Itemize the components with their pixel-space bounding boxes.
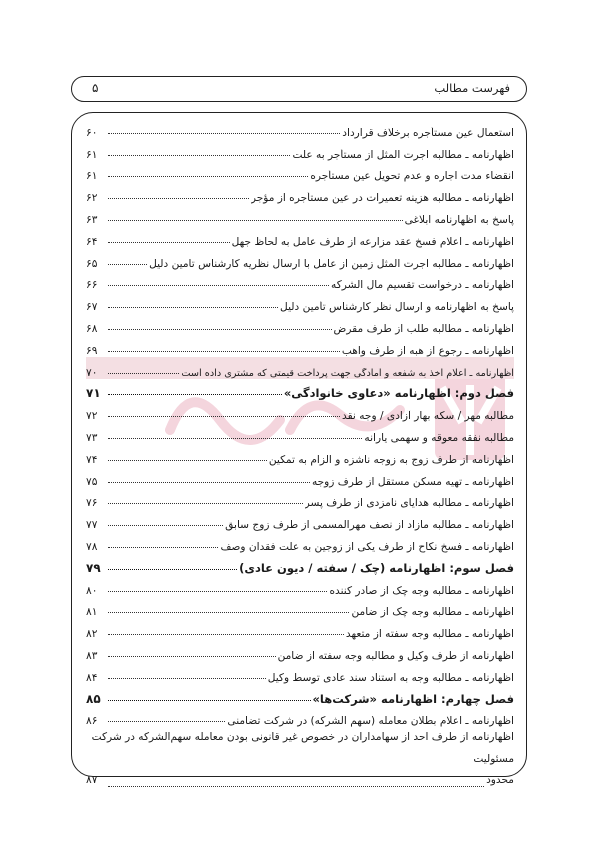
toc-entry-title: اظهارنامه ـ اعلام اخذ به شفعه و آمادگی جهت پرداخت قیمتی که مشتری داده است (181, 367, 514, 379)
toc-entry (86, 291, 514, 313)
leader-dots (108, 133, 340, 134)
toc-entry-title: اظهارنامه ـ مطالبه اجرت المثل زمین از عامل با ارسال نظریه کارشناس تامین دلیل (149, 257, 514, 270)
toc-entry (86, 466, 514, 488)
toc-entry-title: اظهارنامه ـ فسخ نکاح از طرف یکی از زوجین به علت فقدان وصف (220, 540, 514, 553)
toc-entry-page: ۸۶ (86, 715, 98, 728)
toc-entry-title: اظهارنامه ـ مطالبه اجرت المثل از مستأجر به علت (292, 148, 514, 161)
toc-entry-title-continued: محدود (486, 774, 514, 787)
toc-chapter-heading (86, 553, 514, 575)
toc-entry (86, 204, 514, 226)
toc-entry-title: انقضاء مدت اجاره و عدم تحویل عین مستأجره (310, 170, 514, 183)
toc-entry-page: ۶۷ (86, 301, 98, 314)
toc-entry-title: اظهارنامه ـ مطالبه وجه سفته از متعهد (345, 628, 514, 641)
toc-entry (86, 400, 514, 422)
header-page-number: ۵ (92, 81, 99, 95)
toc-entry-title: استعمال عین مستأجره برخلاف قرارداد (342, 126, 514, 139)
leader-dots (108, 678, 266, 679)
toc-entry-title: اظهارنامه ـ مطالبه طلب از طرف مقرض (333, 322, 514, 335)
toc-entry-title: اظهارنامه از طرف زوج به زوجه ناشزه و الزام به تمکین (268, 453, 514, 466)
toc-chapter-heading (86, 684, 514, 706)
leader-dots (108, 242, 230, 243)
toc-entry-title: مطالبه مهر / سکه بهار آزادی / وجه نقد (342, 410, 514, 423)
toc-entry-page: ۷۵ (86, 475, 98, 488)
toc-entry (86, 248, 514, 270)
toc-entry-page: ۸۴ (86, 671, 98, 684)
toc-entry-title: اظهارنامه از طرف وکیل و مطالبه وجه سفته از ضامن (277, 649, 514, 662)
leader-dots (108, 591, 327, 592)
toc-entry-page: ۶۰ (86, 126, 98, 139)
toc-entry-title: اظهارنامه از طرف احد از سهامداران در خصوص غیر قانونی بودن معامله سهم‌الشرکه در شرکت مسئولیت (91, 731, 514, 765)
toc-entry-title: پاسخ به اظهارنامه و ارسال نظر کارشناس تأمین دلیل (280, 301, 514, 314)
leader-dots (108, 525, 223, 526)
toc-entry (86, 662, 514, 684)
leader-dots (108, 416, 340, 417)
leader-dots (108, 700, 311, 701)
toc-entry-title: اظهارنامه ـ رجوع از هبه از طرف واهب (341, 344, 514, 357)
toc-entry-title: اظهارنامه ـ مطالبه هزینه تعمیرات در عین مستأجره از مؤجر (250, 192, 514, 205)
toc-entry-page: ۷۲ (86, 410, 98, 423)
toc-entry (86, 313, 514, 335)
toc-entry-page: ۶۳ (86, 213, 98, 226)
toc-entry-title: مطالبه نفقه معوقه و سهمی یارانه (364, 431, 514, 444)
toc-entry-title: اظهارنامه ـ مطالبه هدایای نامزدی از طرف پسر (304, 497, 514, 510)
toc-entry-page: ۶۴ (86, 235, 98, 248)
leader-dots (108, 460, 267, 461)
leader-dots (108, 547, 218, 548)
toc-entry-page: ۷۳ (86, 431, 98, 444)
leader-dots (108, 634, 344, 635)
table-of-contents (86, 117, 514, 792)
leader-dots (108, 155, 290, 156)
toc-entry-page: ۷۸ (86, 540, 98, 553)
toc-entry (86, 706, 514, 728)
leader-dots (108, 176, 308, 177)
leader-dots (108, 786, 484, 787)
toc-entry-page: ۷۹ (86, 560, 101, 575)
toc-entry-page: ۷۶ (86, 497, 98, 510)
toc-entry-page: ۶۱ (86, 148, 98, 161)
toc-entry (86, 597, 514, 619)
toc-entry (86, 509, 514, 531)
toc-entry-page: ۷۷ (86, 519, 98, 532)
toc-entry (86, 161, 514, 183)
toc-entry-page: ۸۰ (86, 584, 98, 597)
toc-entry-title: اظهارنامه ـ اعلام فسخ عقد مزارعه از طرف عامل به لحاظ جهل (231, 235, 514, 248)
toc-entry (86, 117, 514, 139)
leader-dots (108, 307, 278, 308)
leader-dots (108, 503, 303, 504)
leader-dots (108, 569, 237, 570)
leader-dots (108, 394, 282, 395)
toc-entry-page: ۶۲ (86, 192, 98, 205)
toc-entry (86, 270, 514, 292)
leader-dots (108, 285, 329, 286)
toc-entry-title: اظهارنامه ـ مطالبه وجه چک از ضامن (351, 606, 514, 619)
toc-entry-title: اظهارنامه ـ مطالبه وجه به استناد سند عادی توسط وکیل (267, 671, 514, 684)
toc-entry-page: ۸۲ (86, 628, 98, 641)
toc-entry-page: ۶۶ (86, 279, 98, 292)
toc-entry-title: پاسخ به اظهارنامه ابلاغی (404, 213, 514, 226)
toc-entry (86, 531, 514, 553)
toc-entry-title: فصل سوم: اظهارنامه (چک / سفته / دیون عادی) (239, 560, 514, 575)
toc-entry-page: ۷۰ (86, 366, 98, 379)
toc-entry (86, 444, 514, 466)
toc-chapter-heading (86, 379, 514, 401)
toc-entry-page: ۷۴ (86, 453, 98, 466)
header-title: فهرست مطالب (434, 81, 510, 95)
toc-entry (86, 575, 514, 597)
toc-entry-title: فصل چهارم: اظهارنامه «شرکت‌ها» (312, 691, 514, 706)
leader-dots (108, 373, 179, 374)
leader-dots (108, 220, 403, 221)
toc-entry-title: اظهارنامه ـ اعلام بطلان معامله (سهم الشرکه) در شرکت تضامنی (227, 715, 514, 728)
toc-entry-page: ۷۱ (86, 386, 101, 401)
toc-entry-page: ۸۷ (86, 774, 98, 787)
toc-entry (86, 226, 514, 248)
leader-dots (108, 656, 276, 657)
toc-entry-title: اظهارنامه ـ مطالبه مازاد از نصف مهرالمسمی از طرف زوج سابق (225, 519, 514, 532)
leader-dots (108, 482, 310, 483)
leader-dots (108, 612, 349, 613)
toc-entry (86, 335, 514, 357)
toc-entry-page: ۸۵ (86, 691, 101, 706)
toc-entry (86, 139, 514, 161)
toc-entry-page: ۸۳ (86, 649, 98, 662)
toc-entry (86, 640, 514, 662)
leader-dots (108, 721, 225, 722)
toc-entry-page: ۸۱ (86, 606, 98, 619)
toc-entry (86, 488, 514, 510)
toc-entry-title: اظهارنامه ـ درخواست تقسیم مال الشرکه (331, 279, 514, 292)
toc-entry (86, 182, 514, 204)
leader-dots (108, 329, 332, 330)
toc-entry-page: ۶۱ (86, 170, 98, 183)
toc-entry-title: اظهارنامه ـ تهیه مسکن مستقل از طرف زوجه (311, 475, 514, 488)
leader-dots (108, 264, 147, 265)
toc-entry-page: ۶۵ (86, 257, 98, 270)
toc-entry (86, 727, 514, 792)
toc-entry-title: اظهارنامه ـ مطالبه وجه چک از صادر کننده (329, 584, 514, 597)
page-header (71, 76, 527, 102)
toc-entry (86, 357, 514, 379)
leader-dots (108, 198, 249, 199)
leader-dots (108, 351, 340, 352)
leader-dots (108, 438, 362, 439)
toc-entry-title: فصل دوم: اظهارنامه «دعاوی خانوادگی» (283, 386, 514, 401)
toc-entry-page: ۶۹ (86, 344, 98, 357)
toc-entry (86, 422, 514, 444)
toc-entry-page: ۶۸ (86, 322, 98, 335)
toc-entry (86, 618, 514, 640)
